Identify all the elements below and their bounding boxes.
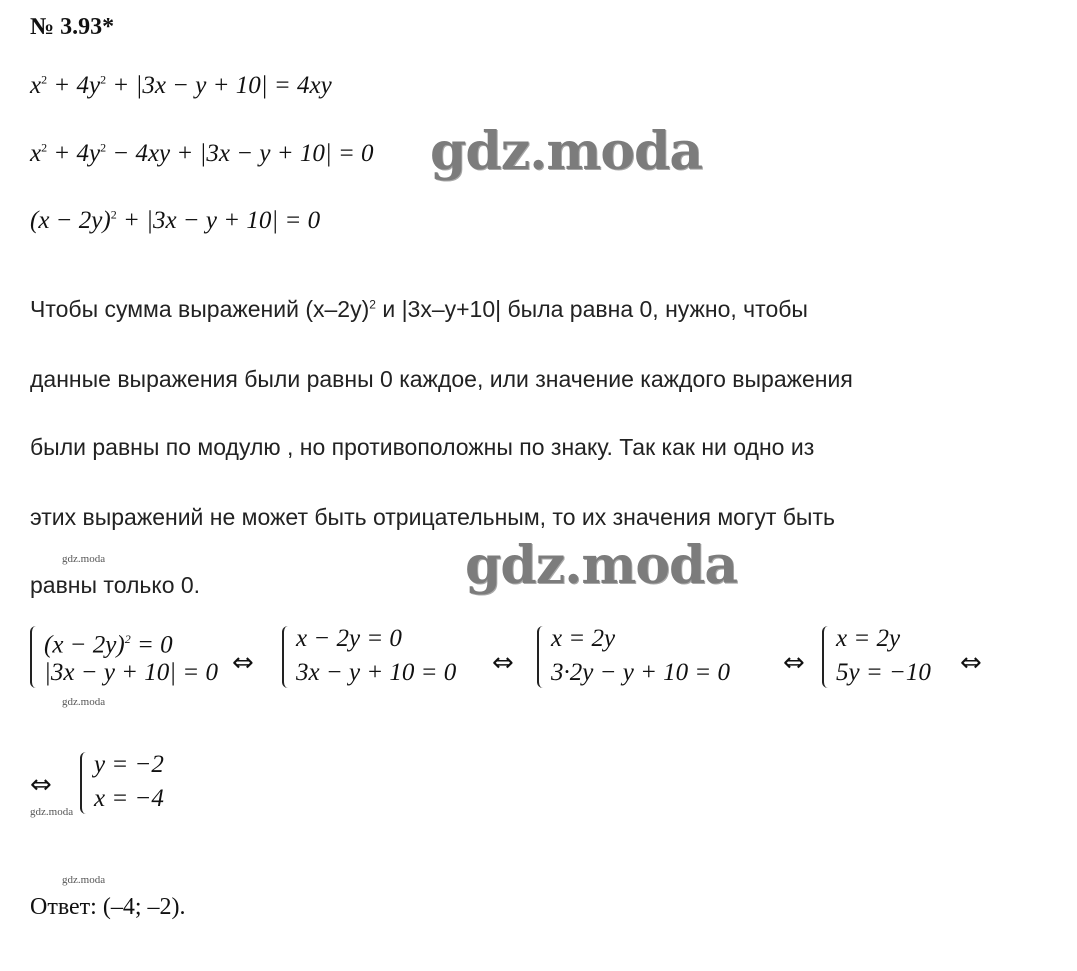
watermark: gdz.moda	[465, 535, 738, 596]
equation-3: $(x - 2y)^2 + |3x - y + 10| = 0$	[30, 207, 321, 234]
paragraph-line: данные выражения были равны 0 каждое, или значение каждого выражения	[30, 366, 853, 392]
answer: Ответ: (–4; –2).	[30, 894, 186, 920]
system-1: $(x - 2y)^2 = 0$ |3x − y + 10| = 0	[30, 622, 218, 690]
equivalence-arrow: ⇔	[960, 648, 982, 678]
problem-number: № 3.93*	[30, 14, 115, 40]
watermark-small: gdz.moda	[62, 696, 106, 708]
equivalence-arrow: ⇔	[30, 770, 52, 800]
brace-icon	[30, 626, 42, 688]
brace-icon	[282, 626, 294, 688]
watermark: gdz.moda	[430, 121, 703, 182]
equivalence-arrow: ⇔	[492, 648, 514, 678]
watermark-small: gdz.moda	[30, 806, 74, 818]
brace-icon	[537, 626, 549, 688]
paragraph-line: были равны по модулю , но противоположны по знаку. Так как ни одно из	[30, 434, 815, 460]
watermark-small: gdz.moda	[62, 874, 106, 886]
equivalence-arrow: ⇔	[783, 648, 805, 678]
equivalence-arrow: ⇔	[232, 648, 254, 678]
system-2: x − 2y = 0 3x − y + 10 = 0	[282, 622, 456, 690]
equation-1: $x^2 + 4y^2 + |3x - y + 10| = 4xy$	[30, 72, 332, 99]
paragraph-line: Чтобы сумма выражений $(x-2y)^2$ и |3x–y+10| была равна 0, нужно, чтобы	[30, 296, 808, 322]
brace-icon	[822, 626, 834, 688]
system-4: x = 2y 5y = −10	[822, 622, 931, 690]
brace-icon	[80, 752, 92, 814]
watermark-small: gdz.moda	[62, 553, 106, 565]
system-3: x = 2y 3·2y − y + 10 = 0	[537, 622, 730, 690]
paragraph-line: этих выражений не может быть отрицательным, то их значения могут быть	[30, 504, 835, 530]
paragraph-line: равны только 0.	[30, 572, 201, 598]
equation-2: $x^2 + 4y^2 - 4xy + |3x - y + 10| = 0$	[30, 140, 374, 167]
system-5: y = −2 x = −4	[80, 748, 164, 816]
